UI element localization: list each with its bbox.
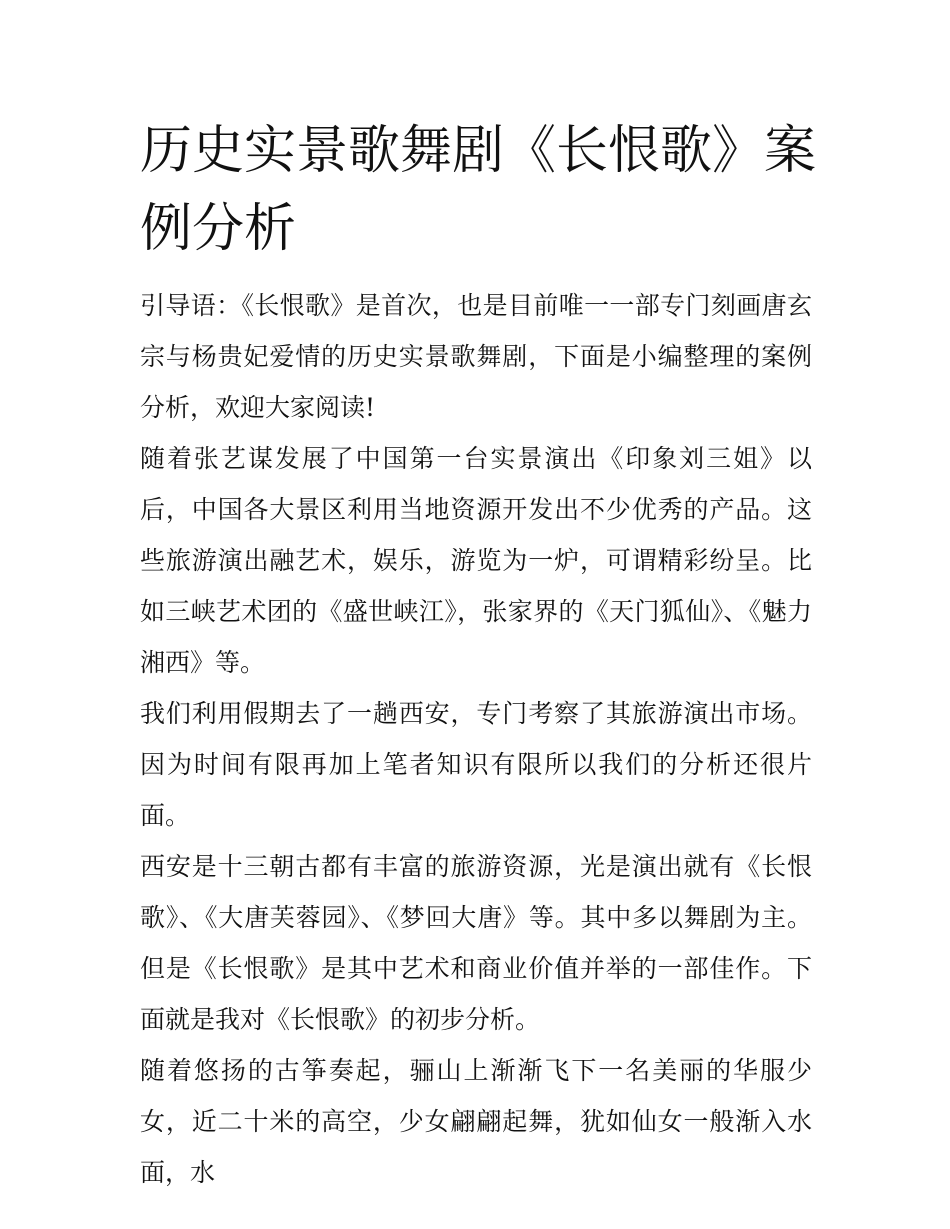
document-title: 历史实景歌舞剧《长恨歌》案例分析 <box>140 121 817 259</box>
paragraph-opening-scene: 随着悠扬的古筝奏起，骊山上渐渐飞下一名美丽的华服少女，近二十米的高空，少女翩翩起舞，犹如仙女一般渐入水面，水 <box>140 1056 812 1187</box>
paragraph-background: 随着张艺谋发展了中国第一台实景演出《印象刘三姐》以后，中国各大景区利用当地资源开发出不少优秀的产品。这些旅游演出融艺术，娱乐，游览为一炉，可谓精彩纷呈。比如三峡艺术团的《盛世峡江》，张家界的《天门狐仙》、《魅力湘西》等。 <box>140 444 812 677</box>
document-body <box>140 280 812 1198</box>
paragraph-intro: 引导语：《长恨歌》是首次，也是目前唯一一部专门刻画唐玄宗与杨贵妃爱情的历史实景歌舞剧，下面是小编整理的案例分析，欢迎大家阅读! <box>140 291 812 422</box>
paragraph-xian: 西安是十三朝古都有丰富的旅游资源，光是演出就有《长恨歌》、《大唐芙蓉园》、《梦回大唐》等。其中多以舞剧为主。但是《长恨歌》是其中艺术和商业价值并举的一部佳作。下面就是我对《长恨歌》的初步分析。 <box>140 852 812 1034</box>
paragraph-trip: 我们利用假期去了一趟西安，专门考察了其旅游演出市场。因为时间有限再加上笔者知识有限所以我们的分析还很片面。 <box>140 699 812 830</box>
